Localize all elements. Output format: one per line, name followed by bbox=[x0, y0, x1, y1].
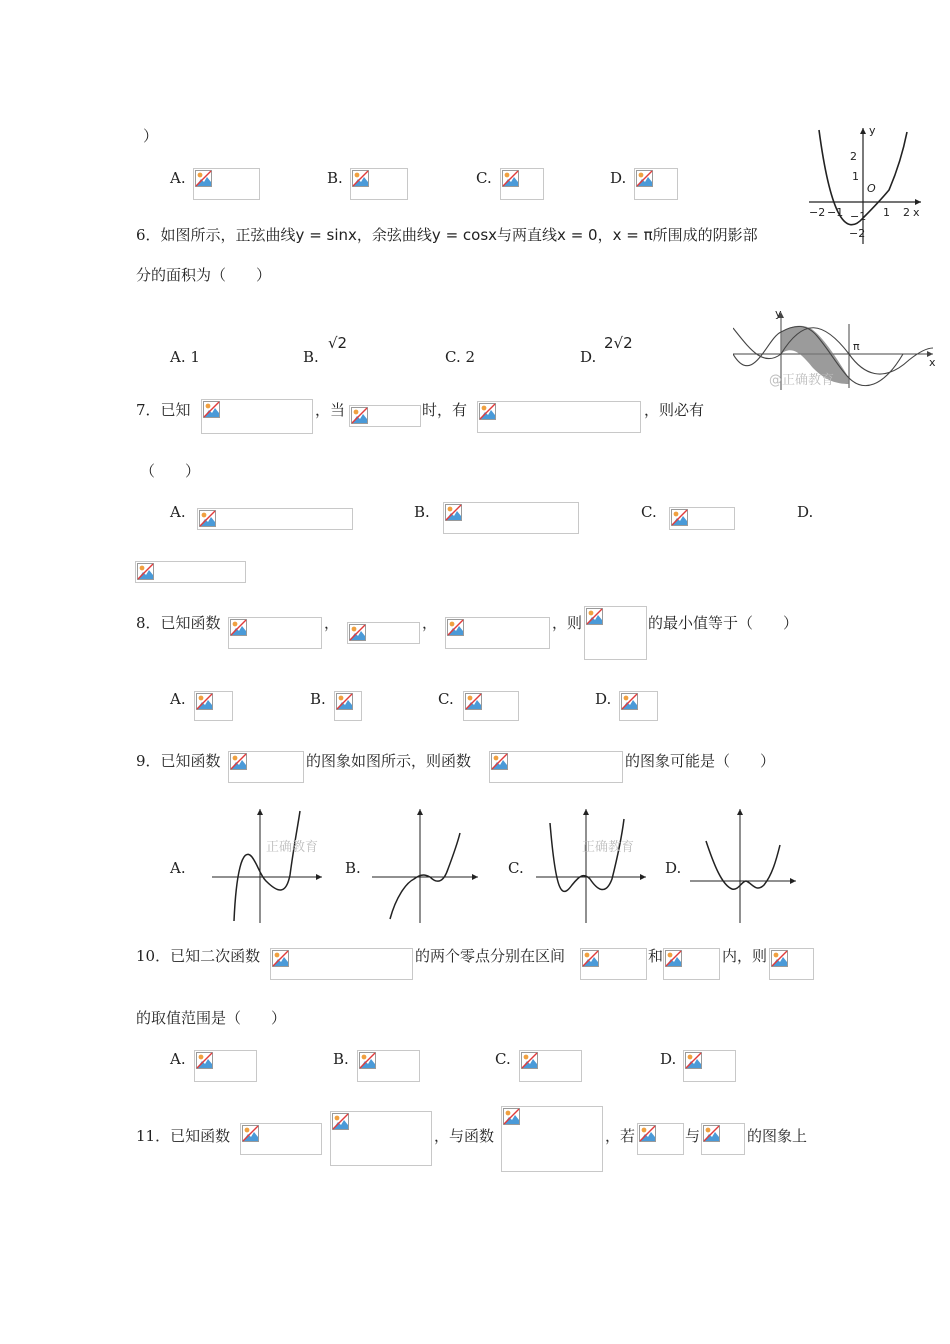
formula-image bbox=[701, 1123, 745, 1155]
tick-label: 2 bbox=[850, 150, 857, 163]
broken-image-icon bbox=[352, 170, 369, 187]
broken-image-icon bbox=[502, 170, 519, 187]
tick-label: −2 bbox=[849, 227, 866, 240]
pi-label: π bbox=[853, 340, 860, 353]
q7-paren: （ ） bbox=[140, 462, 201, 480]
formula-image bbox=[463, 691, 519, 721]
broken-image-icon bbox=[137, 563, 154, 580]
broken-image-icon bbox=[332, 1113, 349, 1130]
broken-image-icon bbox=[465, 693, 482, 710]
q6-line2: 分的面积为（ ） bbox=[136, 266, 272, 284]
q7-text-a: 7．已知 bbox=[136, 401, 191, 419]
q9-option-a: A. bbox=[170, 859, 186, 877]
broken-image-icon bbox=[445, 504, 462, 521]
q9-graph-b bbox=[370, 805, 485, 925]
tick-label: −1 bbox=[850, 210, 867, 223]
q10-option-a: A. bbox=[170, 1050, 186, 1068]
q11-text-c: ，若 bbox=[605, 1127, 636, 1145]
watermark: 正确教育 bbox=[582, 840, 635, 855]
formula-image bbox=[519, 1050, 582, 1082]
q6-option-a: A. 1 bbox=[170, 348, 200, 366]
q5-option-a: A. bbox=[170, 169, 186, 187]
q9-option-d: D. bbox=[665, 859, 682, 877]
q10-text-a: 10．已知二次函数 bbox=[136, 947, 261, 965]
broken-image-icon bbox=[195, 170, 212, 187]
formula-image bbox=[201, 399, 313, 434]
formula-image bbox=[334, 691, 362, 721]
q9-text-b: 的图象如图所示，则函数 bbox=[306, 752, 472, 770]
formula-image bbox=[500, 168, 544, 200]
q7-option-c: C. bbox=[641, 503, 657, 521]
tick-label: −2 bbox=[809, 206, 826, 219]
broken-image-icon bbox=[359, 1052, 376, 1069]
origin-label: O bbox=[867, 182, 876, 195]
broken-image-icon bbox=[351, 407, 368, 424]
broken-image-icon bbox=[503, 1108, 520, 1125]
formula-image bbox=[240, 1123, 322, 1155]
q9-option-c: C. bbox=[508, 859, 524, 877]
tick-label: 2 bbox=[903, 206, 910, 219]
q6-option-d: D. bbox=[580, 348, 597, 366]
q8-option-b: B. bbox=[310, 690, 326, 708]
q7-option-b: B. bbox=[414, 503, 430, 521]
broken-image-icon bbox=[479, 403, 496, 420]
q9-text-c: 的图象可能是（ ） bbox=[625, 752, 776, 770]
watermark: 正确教育 bbox=[266, 840, 319, 855]
formula-image bbox=[663, 948, 720, 980]
q6-line1: 6．如图所示，正弦曲线y = sinx，余弦曲线y = cosx与两直线x = 0，x = π所围成的阴影部 bbox=[136, 226, 758, 244]
formula-image bbox=[445, 617, 550, 649]
broken-image-icon bbox=[771, 950, 788, 967]
x-axis-label: x bbox=[929, 356, 936, 369]
tick-label: 1 bbox=[883, 206, 890, 219]
formula-image bbox=[489, 751, 623, 783]
broken-image-icon bbox=[671, 509, 688, 526]
y-axis-label: y bbox=[869, 124, 876, 137]
formula-image bbox=[477, 401, 641, 433]
broken-image-icon bbox=[272, 950, 289, 967]
broken-image-icon bbox=[636, 170, 653, 187]
formula-image bbox=[197, 508, 353, 530]
broken-image-icon bbox=[242, 1125, 259, 1142]
q11-text-d: 与 bbox=[685, 1127, 701, 1145]
broken-image-icon bbox=[665, 950, 682, 967]
broken-image-icon bbox=[521, 1052, 538, 1069]
formula-image bbox=[347, 622, 420, 644]
q7-option-a: A. bbox=[170, 503, 186, 521]
q6-option-d-value: 2√2 bbox=[604, 334, 633, 352]
q10-text-c: 和 bbox=[648, 947, 664, 965]
q5-option-d: D. bbox=[610, 169, 627, 187]
formula-image bbox=[637, 1123, 684, 1155]
q7-text-c: 时，有 bbox=[422, 401, 468, 419]
formula-image bbox=[580, 948, 647, 980]
q10-option-b: B. bbox=[333, 1050, 349, 1068]
broken-image-icon bbox=[703, 1125, 720, 1142]
formula-image bbox=[193, 168, 260, 200]
y-axis-label: y bbox=[775, 308, 782, 320]
broken-image-icon bbox=[196, 1052, 213, 1069]
q9-graph-d bbox=[688, 805, 803, 925]
broken-image-icon bbox=[491, 753, 508, 770]
q7-text-b: ，当 bbox=[315, 401, 346, 419]
q9-text-a: 9．已知函数 bbox=[136, 752, 221, 770]
formula-image bbox=[350, 168, 408, 200]
q6-sincos-figure bbox=[733, 308, 938, 393]
formula-image bbox=[228, 751, 304, 783]
q11-text-e: 的图象上 bbox=[747, 1127, 808, 1145]
formula-image bbox=[683, 1050, 736, 1082]
formula-image bbox=[194, 691, 233, 721]
q9-graph-a bbox=[208, 805, 328, 925]
q8-option-c: C. bbox=[438, 690, 454, 708]
formula-image bbox=[769, 948, 814, 980]
q11-text-b: ，与函数 bbox=[434, 1127, 495, 1145]
broken-image-icon bbox=[230, 753, 247, 770]
q7-text-d: ，则必有 bbox=[644, 401, 705, 419]
q9-option-b: B. bbox=[345, 859, 361, 877]
formula-image bbox=[349, 405, 421, 427]
formula-image bbox=[619, 691, 658, 721]
q10-text-d: 内，则 bbox=[722, 947, 768, 965]
broken-image-icon bbox=[447, 619, 464, 636]
broken-image-icon bbox=[621, 693, 638, 710]
broken-image-icon bbox=[586, 608, 603, 625]
q8-comma: ， bbox=[324, 614, 340, 632]
formula-image bbox=[357, 1050, 420, 1082]
formula-image bbox=[501, 1106, 603, 1172]
formula-image bbox=[270, 948, 413, 980]
q5-paren: ） bbox=[143, 127, 159, 145]
q8-option-a: A. bbox=[170, 690, 186, 708]
broken-image-icon bbox=[639, 1125, 656, 1142]
broken-image-icon bbox=[582, 950, 599, 967]
x-axis-label: x bbox=[913, 206, 920, 219]
q10-text-b: 的两个零点分别在区间 bbox=[415, 947, 566, 965]
tick-label: 1 bbox=[852, 170, 859, 183]
broken-image-icon bbox=[203, 401, 220, 418]
q10-line2: 的取值范围是（ ） bbox=[136, 1009, 287, 1027]
q9-graph-c bbox=[532, 805, 652, 925]
formula-image bbox=[330, 1111, 432, 1166]
q10-option-d: D. bbox=[660, 1050, 677, 1068]
tick-label: −1 bbox=[827, 206, 844, 219]
broken-image-icon bbox=[199, 510, 216, 527]
q11-text-a: 11．已知函数 bbox=[136, 1127, 231, 1145]
formula-image bbox=[135, 561, 246, 583]
q8-option-d: D. bbox=[595, 690, 612, 708]
broken-image-icon bbox=[230, 619, 247, 636]
watermark: @正确教育 bbox=[769, 373, 835, 388]
q6-option-c: C. 2 bbox=[445, 348, 476, 366]
broken-image-icon bbox=[336, 693, 353, 710]
broken-image-icon bbox=[349, 624, 366, 641]
q7-option-d: D. bbox=[797, 503, 814, 521]
q8-comma: ， bbox=[422, 614, 438, 632]
q8-text-b: ，则 bbox=[552, 614, 583, 632]
q10-option-c: C. bbox=[495, 1050, 511, 1068]
formula-image bbox=[443, 502, 579, 534]
broken-image-icon bbox=[196, 693, 213, 710]
q5-option-c: C. bbox=[476, 169, 492, 187]
formula-image bbox=[228, 617, 322, 649]
q8-text-a: 8．已知函数 bbox=[136, 614, 221, 632]
formula-image bbox=[194, 1050, 257, 1082]
formula-image bbox=[584, 606, 647, 660]
q6-option-b: B. bbox=[303, 348, 319, 366]
broken-image-icon bbox=[685, 1052, 702, 1069]
q5-option-b: B. bbox=[327, 169, 343, 187]
q5-parabola-figure bbox=[805, 122, 925, 247]
formula-image bbox=[634, 168, 678, 200]
formula-image bbox=[669, 507, 735, 530]
q8-text-c: 的最小值等于（ ） bbox=[648, 614, 799, 632]
q6-option-b-value: √2 bbox=[328, 334, 348, 352]
